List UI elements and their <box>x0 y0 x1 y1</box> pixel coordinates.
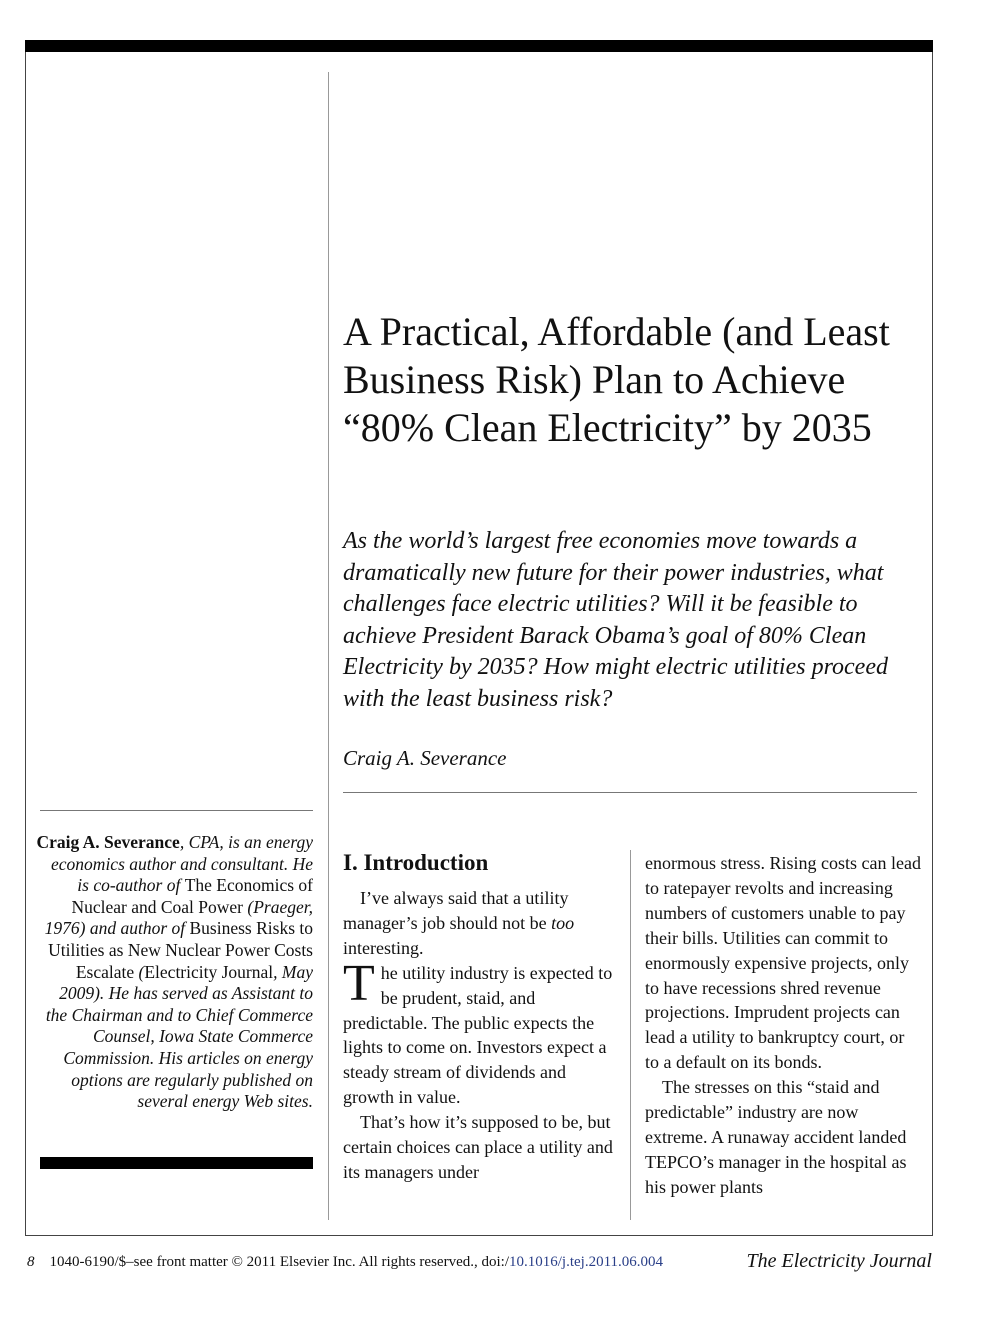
bio-top-rule <box>40 810 313 811</box>
article-abstract: As the world’s largest free economies move towards a dramatically new future for their power industries, what challenges face electric utilities? Will it be feasible to achieve President Barack Obama’s goal of 80% Clean Electricity by 2035? How might electric utilities proceed with the least business risk? <box>343 528 888 712</box>
author-rule <box>343 792 917 793</box>
paragraph-3-part-1: That’s how it’s supposed to be, but certain choices can place a utility and its managers under <box>343 1112 613 1182</box>
bio-text-3: ( <box>134 961 145 982</box>
bio-text-1: , CPA, is an energy economics author and consultant. He is co-author of <box>51 832 313 896</box>
drop-cap: T <box>343 954 375 1012</box>
doi-link[interactable]: 10.1016/j.tej.2011.06.004 <box>509 1254 664 1270</box>
footer-citation <box>27 1254 663 1271</box>
bio-book-1: The Economics of Nuclear and Coal Power <box>71 875 313 917</box>
sidebar-divider <box>328 72 329 1220</box>
journal-name: The Electricity Journal <box>746 1250 932 1272</box>
intro-text-end: interesting. <box>343 937 424 958</box>
intro-text-start: I’ve always said that a utility manager’s job should not be <box>343 888 569 933</box>
bio-bottom-bar <box>40 1157 313 1169</box>
bio-text-2: (Praeger, 1976) and author of <box>44 896 313 939</box>
section-heading: I. Introduction <box>343 850 489 875</box>
page-number: 8 <box>27 1254 35 1270</box>
paragraph-3-part-2: enormous stress. Rising costs can lead to ratepayer revolts and increasing numbers of customers unable to pay their bills. Utilities can commit to enormously expensive projects, only to have recessions shred revenue projections. Imprudent projects can lead a utility to bankruptcy court, or to a default on its bonds. <box>645 853 921 1073</box>
intro-emphasis: too <box>551 912 575 933</box>
bio-name: Craig A. Severance <box>36 832 180 852</box>
bio-journal: Electricity Journal <box>144 961 274 982</box>
author-bio <box>35 832 313 1113</box>
body-column-1 <box>343 848 620 1185</box>
bio-book-2: Business Risks to Utilities as New Nuclear Power Costs Escalate <box>48 918 313 982</box>
article-title: A Practical, Affordable (and Least Business Risk) Plan to Achieve “80% Clean Electricity” by 2035 <box>343 309 890 450</box>
column-divider <box>630 850 631 1220</box>
paragraph-4: The stresses on this “staid and predictable” industry are now extreme. A runaway accident landed TEPCO’s manager in the hospital as his power plants <box>645 1077 907 1197</box>
article-author: Craig A. Severance <box>343 746 507 770</box>
bio-text-4: , May 2009). He has served as Assistant to the Chairman and to Chief Commerce Counsel, Iowa State Commerce Commission. His articles on energy options are regularly published on several energy Web sites. <box>45 961 313 1112</box>
dropcap-paragraph-text: he utility industry is expected to be prudent, staid, and predictable. The public expects the lights to come on. Investors expect a steady stream of dividends and growth in value. <box>343 962 613 1108</box>
footer-issn: 1040-6190/$–see front matter © 2011 Elsevier Inc. All rights reserved., doi:/ <box>49 1254 509 1270</box>
intro-paragraph <box>343 886 620 961</box>
top-rule-bar <box>25 40 933 52</box>
dropcap-paragraph <box>343 954 620 1110</box>
body-column-2 <box>645 851 922 1200</box>
